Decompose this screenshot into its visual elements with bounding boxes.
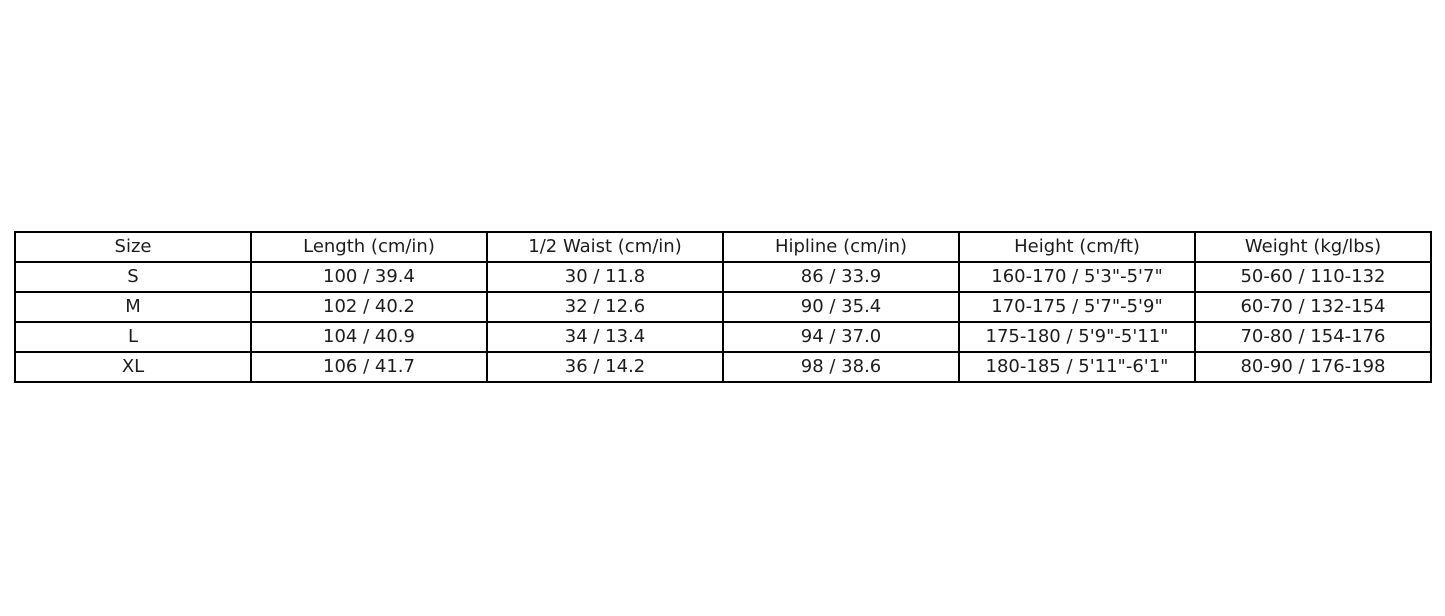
column-header: Height (cm/ft) — [959, 232, 1195, 262]
table-row — [15, 262, 1431, 292]
size-cell: L — [15, 322, 251, 352]
table-row — [15, 292, 1431, 322]
table-cell: 102 / 40.2 — [251, 292, 487, 322]
table-row — [15, 322, 1431, 352]
table-cell: 70-80 / 154-176 — [1195, 322, 1431, 352]
column-header: Size — [15, 232, 251, 262]
table-cell: 60-70 / 132-154 — [1195, 292, 1431, 322]
table-cell: 94 / 37.0 — [723, 322, 959, 352]
table-row — [15, 352, 1431, 382]
size-chart-table — [14, 231, 1432, 383]
table-cell: 32 / 12.6 — [487, 292, 723, 322]
table-cell: 104 / 40.9 — [251, 322, 487, 352]
size-cell: XL — [15, 352, 251, 382]
table-cell: 80-90 / 176-198 — [1195, 352, 1431, 382]
size-cell: S — [15, 262, 251, 292]
table-cell: 34 / 13.4 — [487, 322, 723, 352]
table-cell: 100 / 39.4 — [251, 262, 487, 292]
table-body — [15, 262, 1431, 382]
column-header: Hipline (cm/in) — [723, 232, 959, 262]
column-header: Weight (kg/lbs) — [1195, 232, 1431, 262]
table-header — [15, 232, 1431, 262]
table-cell: 98 / 38.6 — [723, 352, 959, 382]
table-cell: 180-185 / 5'11"-6'1" — [959, 352, 1195, 382]
table-cell: 175-180 / 5'9"-5'11" — [959, 322, 1195, 352]
table-cell: 30 / 11.8 — [487, 262, 723, 292]
table-cell: 90 / 35.4 — [723, 292, 959, 322]
column-header: 1/2 Waist (cm/in) — [487, 232, 723, 262]
table-cell: 106 / 41.7 — [251, 352, 487, 382]
table-cell: 50-60 / 110-132 — [1195, 262, 1431, 292]
table-cell: 170-175 / 5'7"-5'9" — [959, 292, 1195, 322]
column-header: Length (cm/in) — [251, 232, 487, 262]
table-cell: 160-170 / 5'3"-5'7" — [959, 262, 1195, 292]
table-cell: 36 / 14.2 — [487, 352, 723, 382]
size-cell: M — [15, 292, 251, 322]
header-row — [15, 232, 1431, 262]
table-cell: 86 / 33.9 — [723, 262, 959, 292]
